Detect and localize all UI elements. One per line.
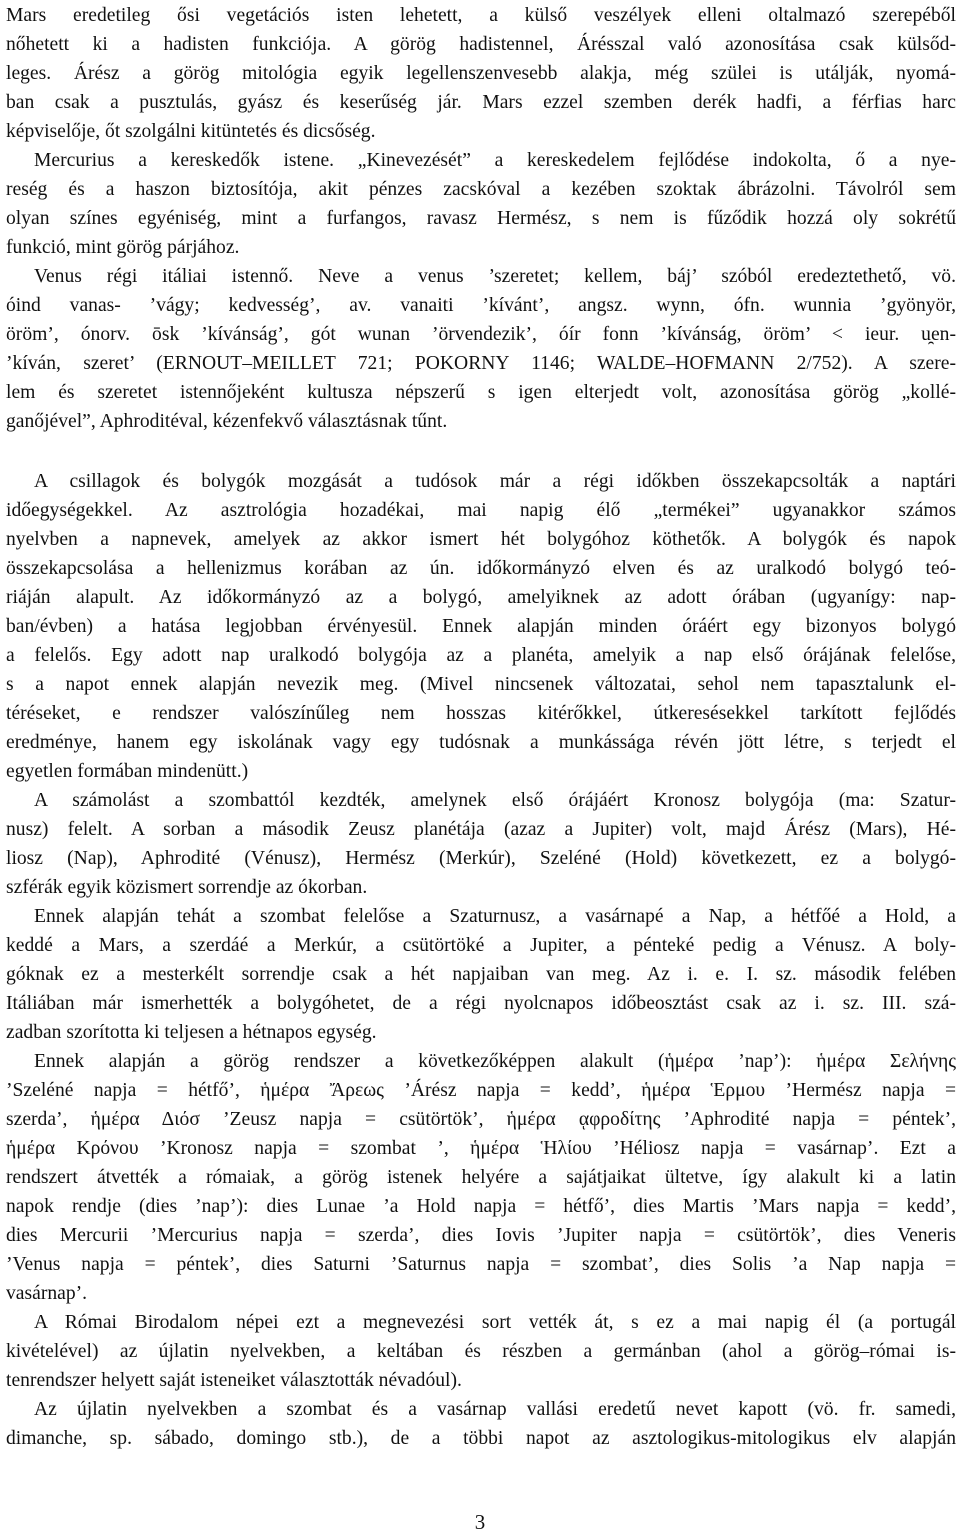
text-line: képviselője, őt szolgálni kitüntetés és dicsőség. [6, 121, 376, 142]
text-line: ban csak a pusztulás, gyász és keserűség jár. Mars ezzel szemben derék hadfi, a férfias harc [6, 92, 956, 113]
text-line: A csillagok és bolygók mozgását a tudósok már a régi időkben összekapcsolták a naptári [34, 471, 956, 492]
text-line: Venus régi itáliai istennő. Neve a venus ’szeretet; kellem, báj’ szóból eredeztethető, vö. [34, 266, 956, 287]
text-line: góknak ez a mesterkélt sorrendje csak a hét napjaiban van meg. Az i. e. I. sz. második felében [6, 964, 956, 985]
text-line: ’Szeléné napja = hétfő’, ἡμέρα Ἄρεως ’Árész napja = kedd’, ἡμέρα Ἑρμου ’Hermész napja = [6, 1080, 956, 1101]
text-line: A számolást a szombattól kezdték, amelynek első órájáért Kronosz bolygója (ma: Szatur- [34, 790, 956, 811]
text-line: szerda’, ἡμέρα Διόσ ’Zeusz napja = csütörtök’, ἡμέρα ᾳφροδίτης ’Aphrodité napja = péntek’, [6, 1109, 956, 1130]
text-line: leges. Árész a görög mitológia egyik legellenszenvesebb alakja, még szülei is utálják, nyomá- [6, 63, 956, 84]
text-line: szférák egyik közismert sorrendje az ókorban. [6, 877, 368, 898]
text-line: nőhetett ki a hadisten funkciója. A görög hadistennel, Árésszal való azonosítása csak külsőd- [6, 34, 956, 55]
text-line: ἡμέρα Κρόνου ’Kronosz napja = szombat ’, ἡμέρα Ἡλίου ’Héliosz napja = vasárnap’. Ezt a [6, 1138, 956, 1159]
text-line: téréseket, e rendszer valószínűleg nem hosszas kitérőkkel, útkeresésekkel tarkított fejlődés [6, 703, 956, 724]
page-number: 3 [474, 1510, 486, 1534]
text-line: liosz (Nap), Aphrodité (Vénusz), Hermész (Merkúr), Szeléné (Hold) következett, ez a bolygó- [6, 848, 956, 869]
text-line: ganőjével”, Aphroditéval, kézenfekvő választásnak tűnt. [6, 411, 448, 432]
text-line: funkció, mint görög párjához. [6, 237, 240, 258]
text-line: ’Venus napja = péntek’, dies Saturni ’Saturnus napja = szombat’, dies Solis ’a Nap napja = [6, 1254, 956, 1275]
text-line: eredménye, hanem egy iskolának vagy egy tudósnak a munkássága révén jött létre, s terjedt el [6, 732, 956, 753]
text-line: ’kíván, szeret’ (ERNOUT–MEILLET 721; POKORNY 1146; WALDE–HOFMANN 2/752). A szere- [6, 353, 956, 374]
text-line: Mars eredetileg ősi vegetációs isten lehetett, a külső veszélyek elleni oltalmazó szerepéből [6, 5, 956, 26]
text-line: s a napot ennek alapján nevezik meg. (Mivel nincsenek változatai, sehol nem tapasztalunk el- [6, 674, 956, 695]
text-line: nusz) felelt. A sorban a második Zeusz planétája (azaz a Jupiter) volt, majd Árész (Mars), Hé- [6, 819, 956, 840]
text-line: lem és szeretet istennőjeként kultusza népszerű s igen elterjedt volt, azonosítása görög „kollé- [6, 382, 956, 403]
text-line: zadban szorította ki teljesen a hétnapos egység. [6, 1022, 377, 1043]
text-line: dimanche, sp. sábado, domingo stb.), de a többi napot az asztologikus-mitologikus elv alapján [6, 1428, 956, 1449]
text-line: összekapcsolása a hellenizmus korában az ún. időkormányzó elven és az uralkodó bolygó teó- [6, 558, 956, 579]
text-line: Itáliában már ismerhették a bolygóhetet, de a régi nyolcnapos időbeosztást csak az i. sz. III. szá- [6, 993, 956, 1014]
text-line: tenrendszer helyett saját isteneiket választották névadóul). [6, 1370, 462, 1391]
text-line: A Római Birodalom népei ezt a megnevezési sort vették át, s ez a mai napig él (a portugál [34, 1312, 956, 1333]
text-line: napok rendje (dies ’nap’): dies Lunae ’a Hold napja = hétfő’, dies Martis ’Mars napja = kedd’, [6, 1196, 956, 1217]
text-line: egyetlen formában mindenütt.) [6, 761, 249, 782]
text-line: rendszert átvették a rómaiak, a görög istenek helyére a sajátjaikat ültetve, így alakult ki a latin [6, 1167, 956, 1188]
text-line: Ennek alapján a görög rendszer a következőképpen alakult (ἡμέρα ’nap’): ἡμέρα Σελήνης [34, 1051, 956, 1072]
text-line: kivételével) az újlatin nyelvekben, a keltában és részben a germánban (ahol a görög–római is- [6, 1341, 956, 1362]
text-line: riáján alapult. Az időkormányzó az a bolygó, amelyiknek az adott órában (ugyanígy: nap- [6, 587, 956, 608]
text-line: Ennek alapján tehát a szombat felelőse a Szaturnusz, a vasárnapé a Nap, a hétfőé a Hold, a [34, 906, 956, 927]
text-line: keddé a Mars, a szerdáé a Merkúr, a csütörtöké a Jupiter, a pénteké pedig a Vénusz. A boly- [6, 935, 956, 956]
text-line: Mercurius a kereskedők istene. „Kinevezését” a kereskedelem fejlődése indokolta, ő a nye- [34, 150, 956, 171]
text-line: vasárnap’. [6, 1283, 88, 1304]
text-line: nyelvben a napnevek, amelyek az akkor ismert hét bolygóhoz köthetők. A bolygók és napok [6, 529, 956, 550]
text-line: öröm’, ónorv. ōsk ’kívánság’, gót wunan ’örvendezik’, óír fonn ’kívánság, öröm’ < ieur. u̯en- [6, 324, 956, 345]
text-line: ban/évben) a hatása legjobban érvényesül. Ennek alapján minden óráért egy bizonyos bolygó [6, 616, 956, 637]
text-line: időegységekkel. Az asztrológia hozadékai, mai napig élő „termékei” ugyanakkor számos [6, 500, 956, 521]
text-line: olyan színes egyéniség, mint a furfangos, ravasz Hermész, s nem is fűződik hozzá oly sokrétű [6, 208, 956, 229]
text-line: Az újlatin nyelvekben a szombat és a vasárnap vallási eredetű nevet kapott (vö. fr. samedi, [34, 1399, 956, 1420]
text-line: reség és a haszon biztosítója, akit pénzes zacskóval a kezében szoktak ábrázolni. Távolról sem [6, 179, 956, 200]
text-line: dies Mercurii ’Mercurius napja = szerda’, dies Iovis ’Jupiter napja = csütörtök’, dies Veneris [6, 1225, 956, 1246]
text-line: a felelős. Egy adott nap uralkodó bolygója az a planéta, amelyik a nap első órájának felelőse, [6, 645, 956, 666]
text-line: óind vanas- ’vágy; kedvesség’, av. vanaiti ’kívánt’, angsz. wynn, ófn. wunnia ’gyönyör, [6, 295, 956, 316]
